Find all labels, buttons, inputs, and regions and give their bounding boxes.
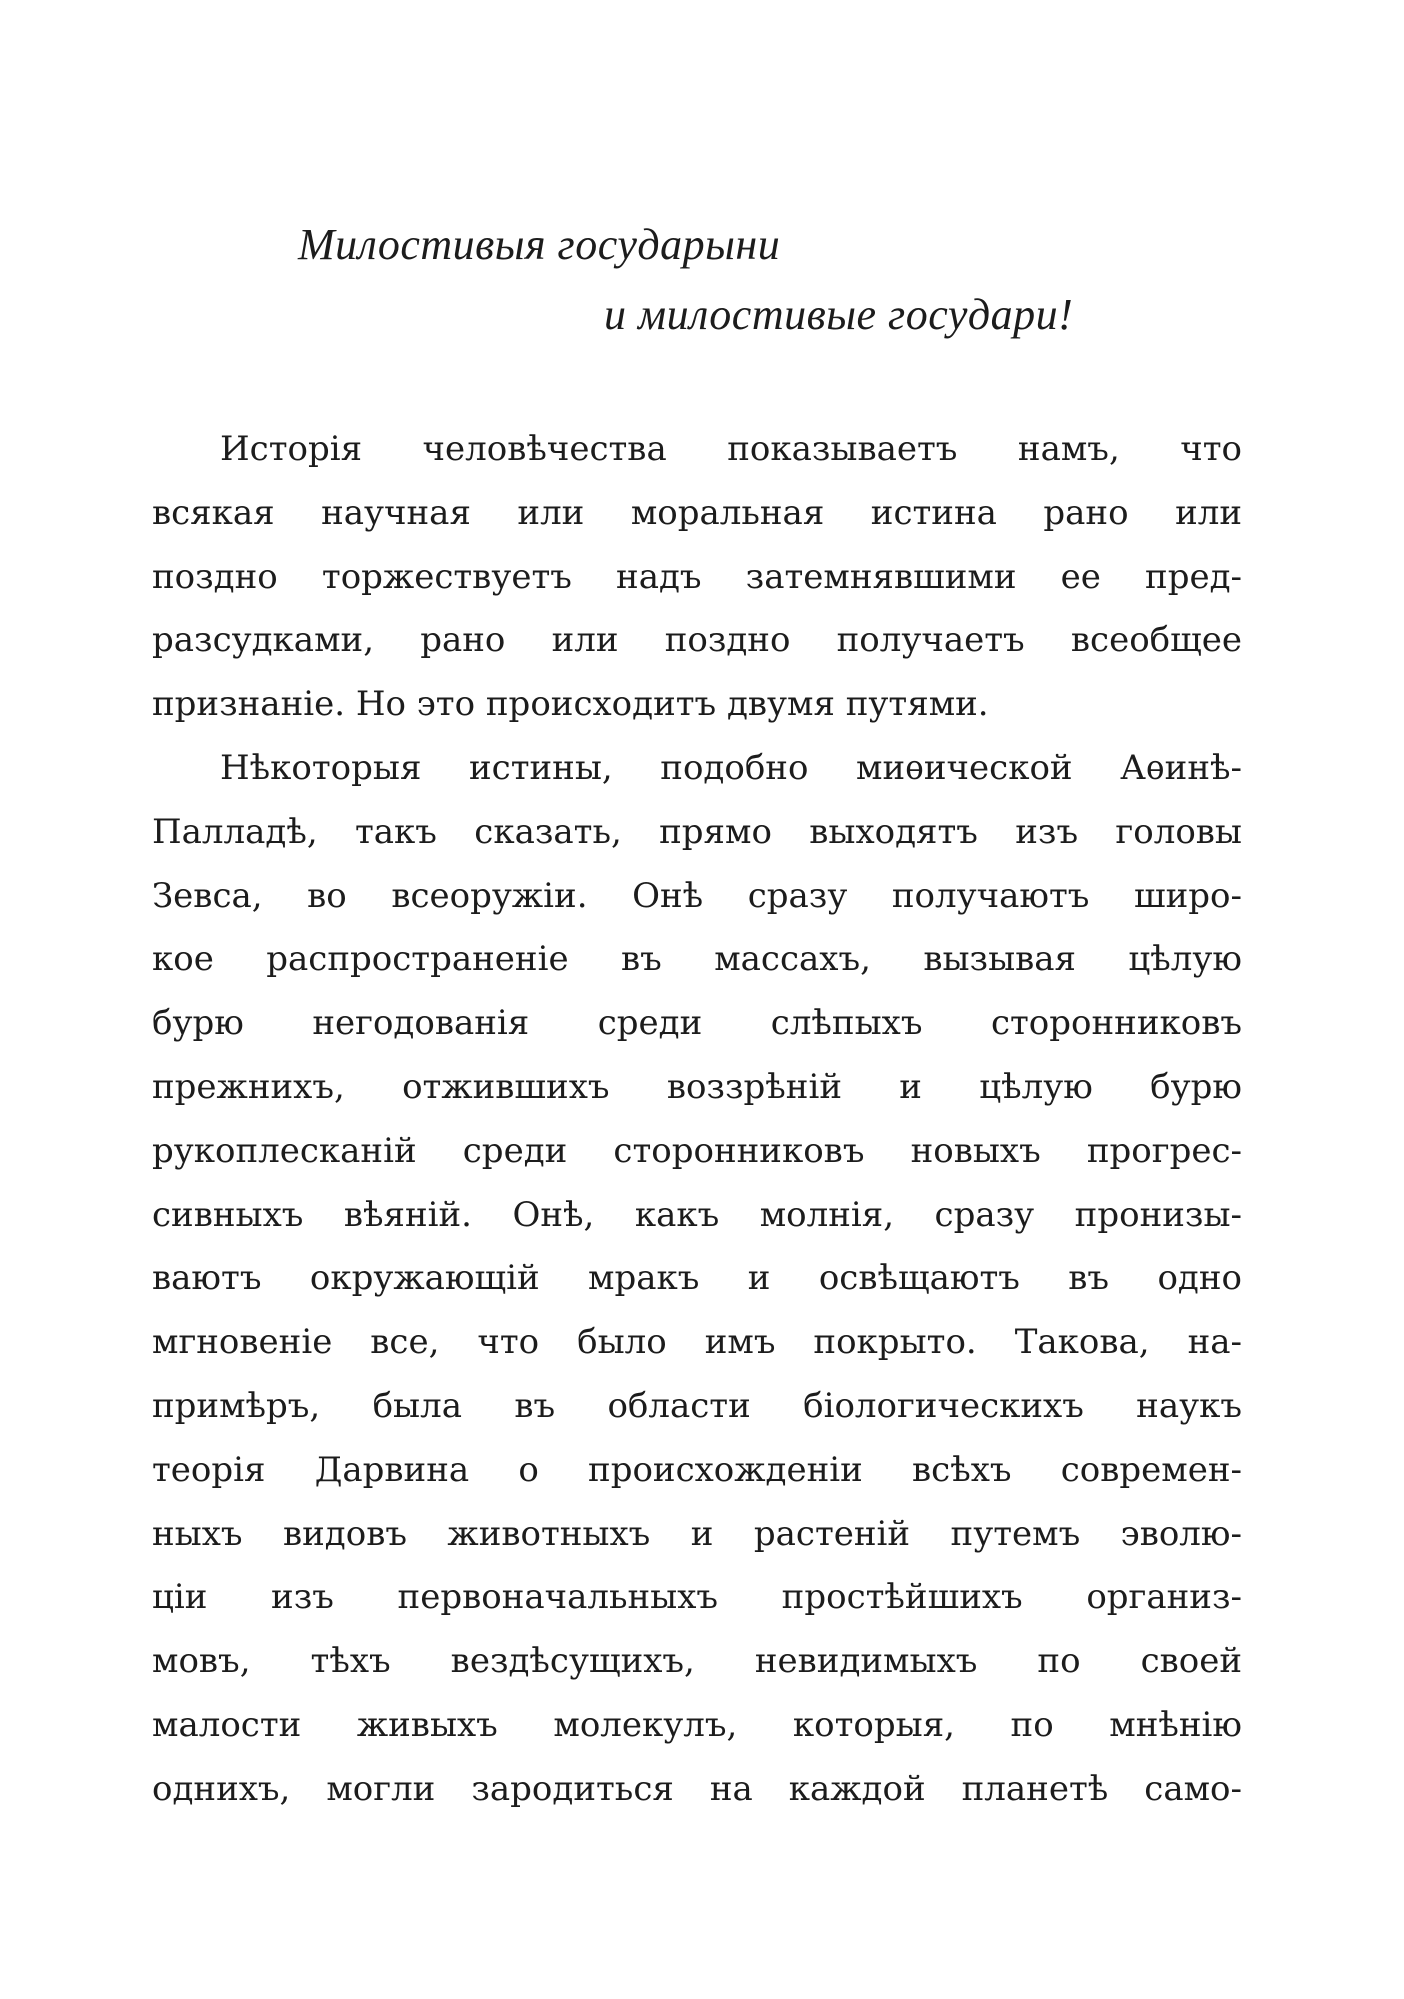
text-line: мовъ, тѣхъ вездѣсущихъ, невидимыхъ по своей xyxy=(152,1641,1242,1682)
text-line: примѣръ, была въ области біологическихъ наукъ xyxy=(152,1385,1242,1426)
text-line: Палладѣ, такъ сказать, прямо выходятъ изъ головы xyxy=(152,811,1242,852)
text-line: кое распространеніе въ массахъ, вызывая цѣлую xyxy=(152,939,1242,980)
salutation-line-1: Милостивыя государыни xyxy=(298,220,781,269)
text-line: мгновеніе все, что было имъ покрыто. Такова, на- xyxy=(152,1322,1242,1363)
text-line: разсудками, рано или поздно получаетъ всеобщее xyxy=(152,620,1242,661)
text-line: ваютъ окружающій мракъ и освѣщаютъ въ одно xyxy=(152,1258,1242,1299)
paragraph-2 xyxy=(152,737,1242,1822)
text-line: ціи изъ первоначальныхъ простѣйшихъ организ- xyxy=(152,1577,1242,1618)
text-line: малости живыхъ молекулъ, которыя, по мнѣнію xyxy=(152,1704,1242,1745)
text-line: сивныхъ вѣяній. Онѣ, какъ молнія, сразу пронизы- xyxy=(152,1194,1242,1235)
text-line: всякая научная или моральная истина рано или xyxy=(152,492,1242,533)
text-line: поздно торжествуетъ надъ затемнявшими ее пред- xyxy=(152,556,1242,597)
text-line: ныхъ видовъ животныхъ и растеній путемъ эволю- xyxy=(152,1513,1242,1554)
paragraph-1 xyxy=(152,418,1242,737)
text-line: признаніе. Но это происходитъ двумя путями. xyxy=(152,684,989,725)
text-line: Зевса, во всеоружіи. Онѣ сразу получаютъ широ- xyxy=(152,875,1242,916)
body-text xyxy=(152,418,1242,1822)
text-line: однихъ, могли зародиться на каждой планетѣ само- xyxy=(152,1768,1242,1809)
text-line: рукоплесканій среди сторонниковъ новыхъ прогрес- xyxy=(152,1130,1242,1171)
text-line: Нѣкоторыя истины, подобно миѳической Аѳинѣ- xyxy=(220,747,1242,788)
salutation-line-2: и милостивые государи! xyxy=(604,290,1074,339)
text-line: бурю негодованія среди слѣпыхъ сторонниковъ xyxy=(152,1003,1242,1044)
text-line: теорія Дарвина о происхожденіи всѣхъ современ- xyxy=(152,1449,1242,1490)
text-line: Исторія человѣчества показываетъ намъ, что xyxy=(220,429,1242,469)
text-line: прежнихъ, отжившихъ воззрѣній и цѣлую бурю xyxy=(152,1066,1242,1107)
